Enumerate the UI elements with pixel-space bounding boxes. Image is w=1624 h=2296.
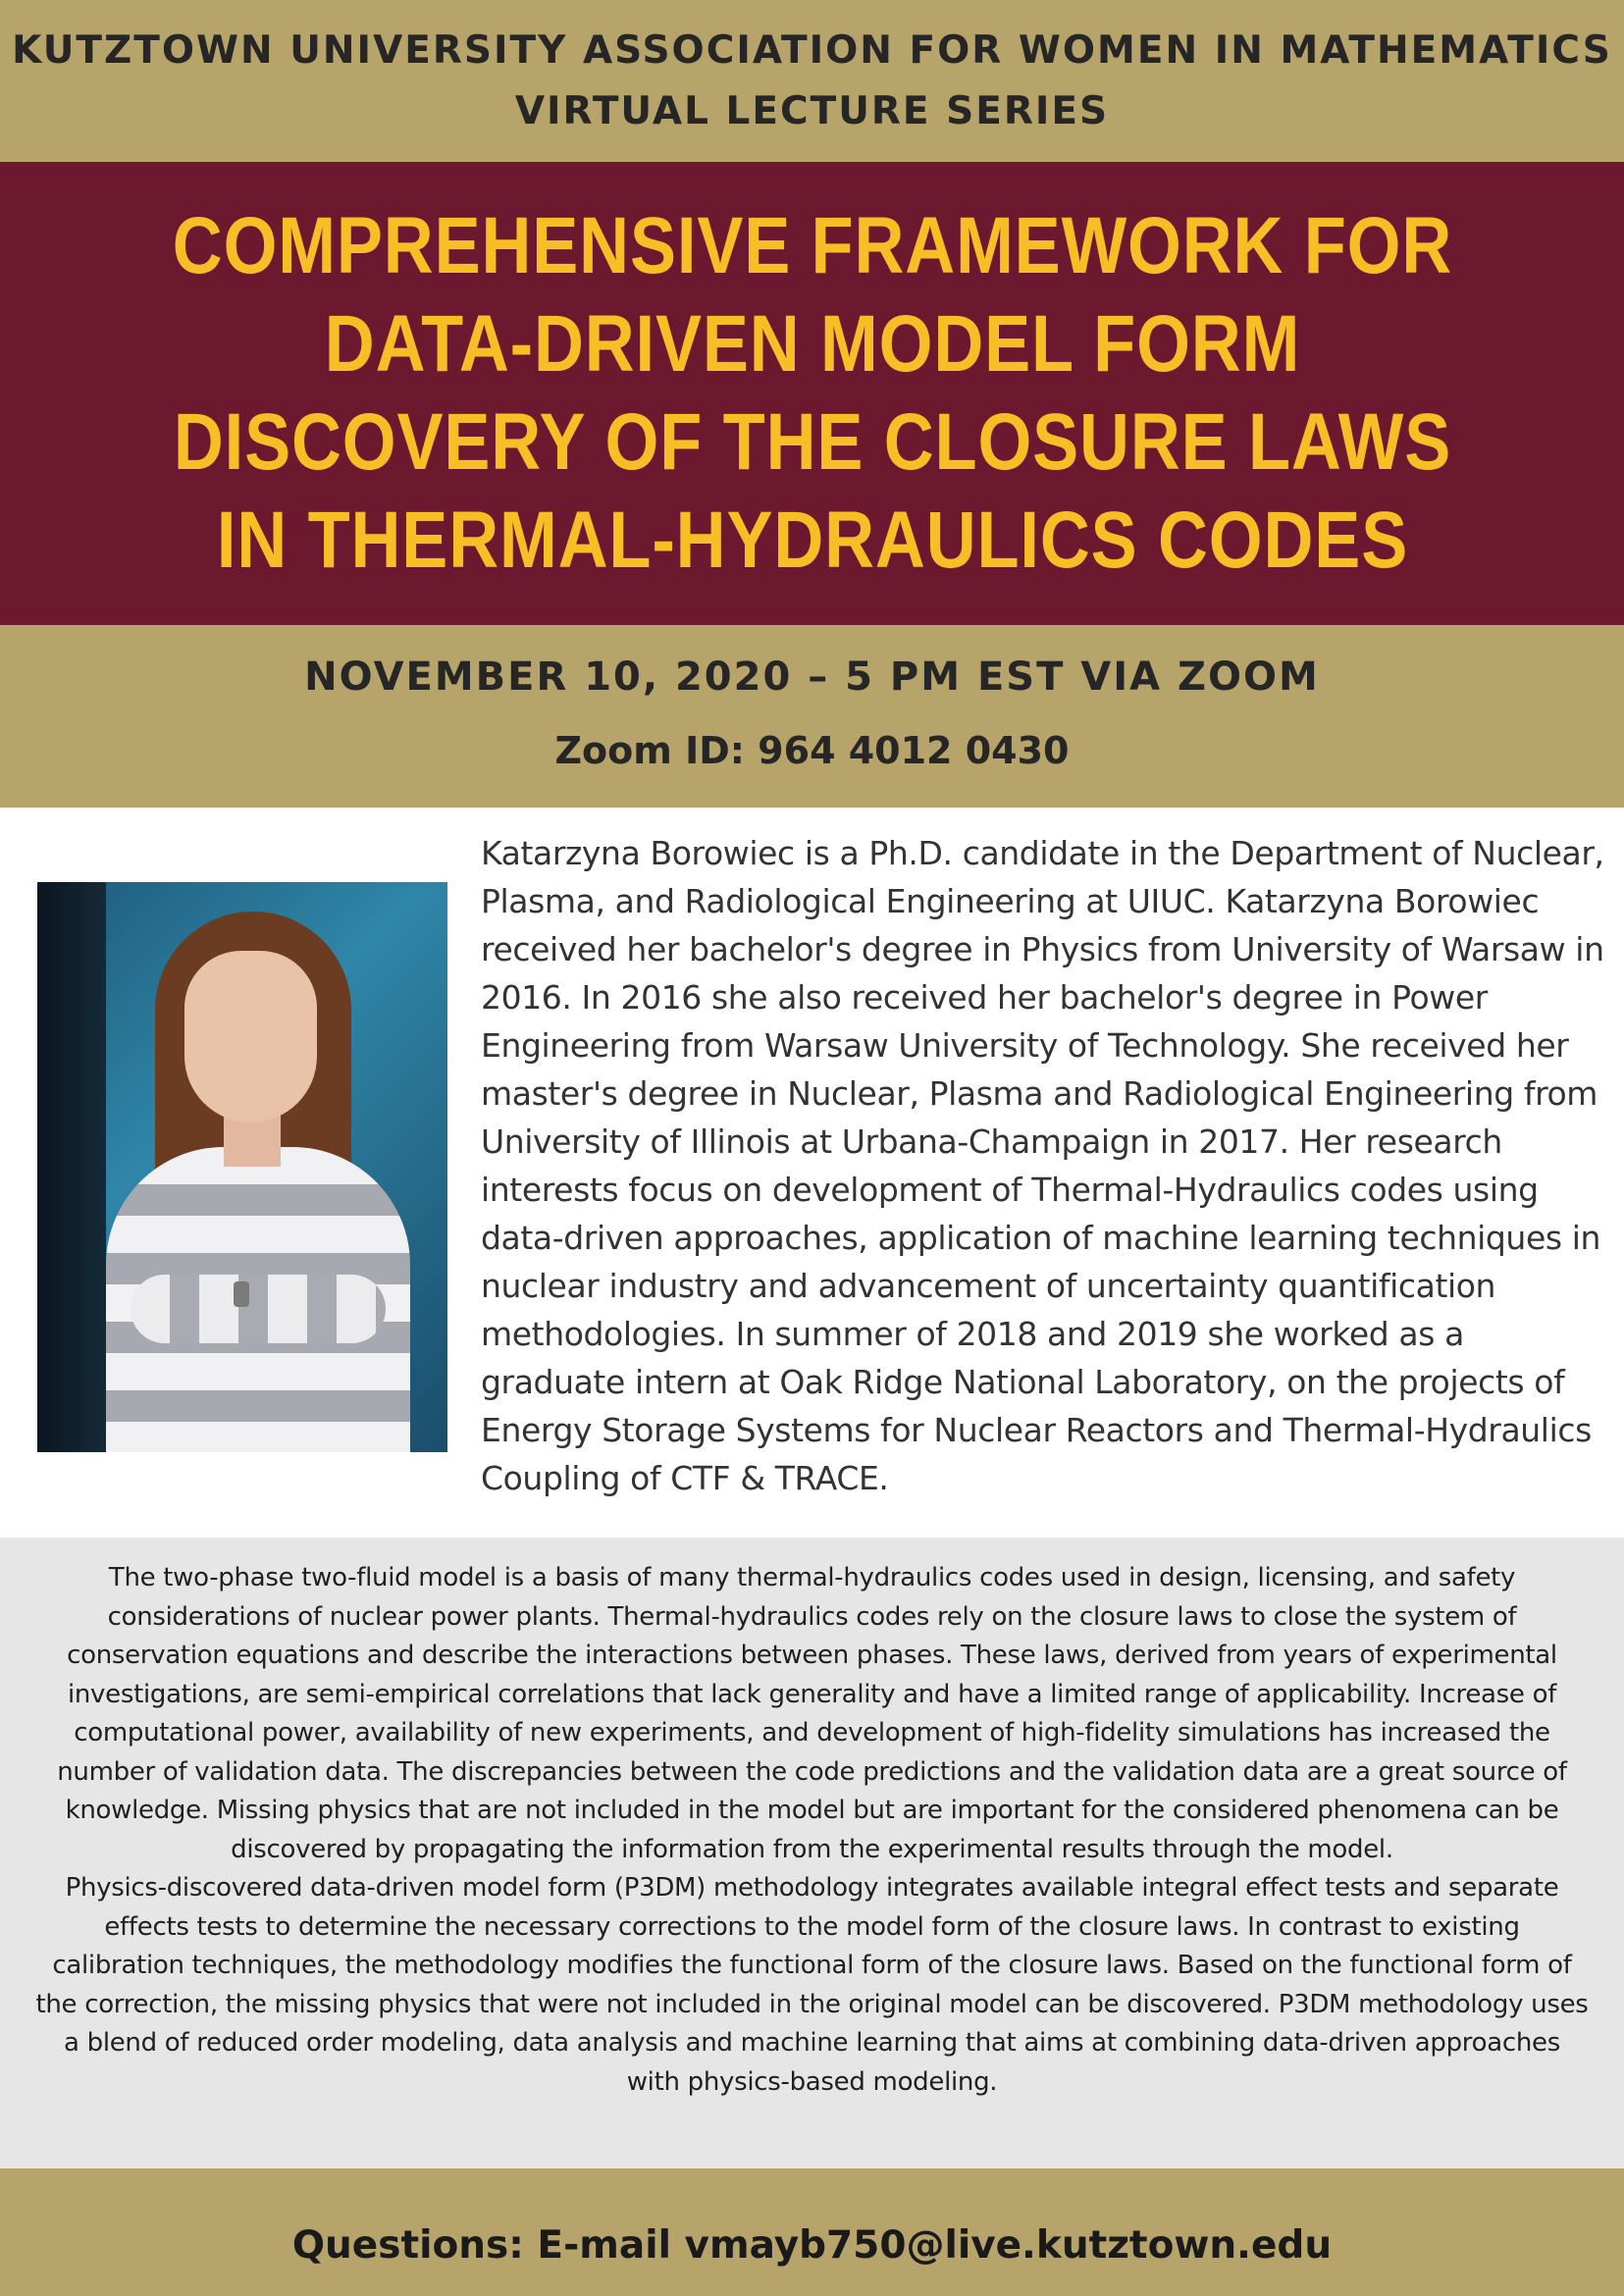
speaker-photo [37,882,447,1452]
title-band [0,162,1624,625]
speaker-bio: Katarzyna Borowiec is a Ph.D. candidate in the Department of Nuclear, Plasma, and Radiological Engineering at UIUC. Katarzyna Borowiec received her bachelor's degree in Physics from University of Warsaw in 2016. In 2016 she also received her bachelor's degree in Power Engineering from Warsaw University of Technology. She received her master's degree in Nuclear, Plasma and Radiological Engineering from University of Illinois at Urbana-Champaign in 2017. Her research interests focus on development of Thermal-Hydraulics codes using data-driven approaches, application of machine learning techniques in nuclear industry and advancement of uncertainty quantification methodologies. In summer of 2018 and 2019 she worked as a graduate intern at Oak Ridge National Laboratory, on the projects of Energy Storage Systems for Nuclear Reactors and Thermal-Hydraulics Coupling of CTF & TRACE. [481,834,1604,1497]
abstract-paragraph-1: The two-phase two-fluid model is a basis of many thermal-hydraulics codes used in design, licensing, and safety considerations of nuclear power plants. Thermal-hydraulics codes rely on the closure laws to close the system of conservation equations and describe the interactions between phases. These laws, derived from years of experimental investigations, are semi-empirical correlations that lack generality and have a limited range of applicability. Increase of computational power, availability of new experiments, and development of high-fidelity simulations has increased the number of validation data. The discrepancies between the code predictions and the validation data are a great source of knowledge. Missing physics that are not included in the model but are important for the considered phenomena can be discovered by propagating the information from the experimental results through the model. [57,1563,1567,1864]
footer-band [0,2168,1624,2296]
organization-name: KUTZTOWN UNIVERSITY ASSOCIATION FOR WOMEN IN MATHEMATICS [12,27,1612,73]
photo-background [37,882,106,1452]
photo-arms [131,1275,386,1343]
contact-email: Questions: E-mail vmayb750@live.kutztown.edu [291,2222,1333,2268]
photo-face [184,951,317,1122]
event-date: NOVEMBER 10, 2020 – 5 PM EST VIA ZOOM [304,654,1320,700]
abstract-text [35,1559,1589,2102]
abstract-section [0,1538,1624,2168]
talk-title: COMPREHENSIVE FRAMEWORK FOR DATA-DRIVEN MODEL FORM DISCOVERY OF THE CLOSURE LAWS IN THERMAL-HYDRAULICS CODES [172,201,1452,585]
header-band [0,0,1624,162]
event-band [0,625,1624,808]
abstract-paragraph-2: Physics-discovered data-driven model form (P3DM) methodology integrates available integral effect tests and separate effects tests to determine the necessary corrections to the model form of the closure laws. In contrast to existing calibration techniques, the methodology modifies the functional form of the closure laws. Based on the functional form of the correction, the missing physics that were not included in the original model can be discovered. P3DM methodology uses a blend of reduced order modeling, data analysis and machine learning that aims at combining data-driven approaches with physics-based modeling. [35,1873,1589,2097]
photo-watch [234,1281,249,1307]
zoom-id: Zoom ID: 964 4012 0430 [554,729,1070,772]
series-name: VIRTUAL LECTURE SERIES [514,88,1110,133]
